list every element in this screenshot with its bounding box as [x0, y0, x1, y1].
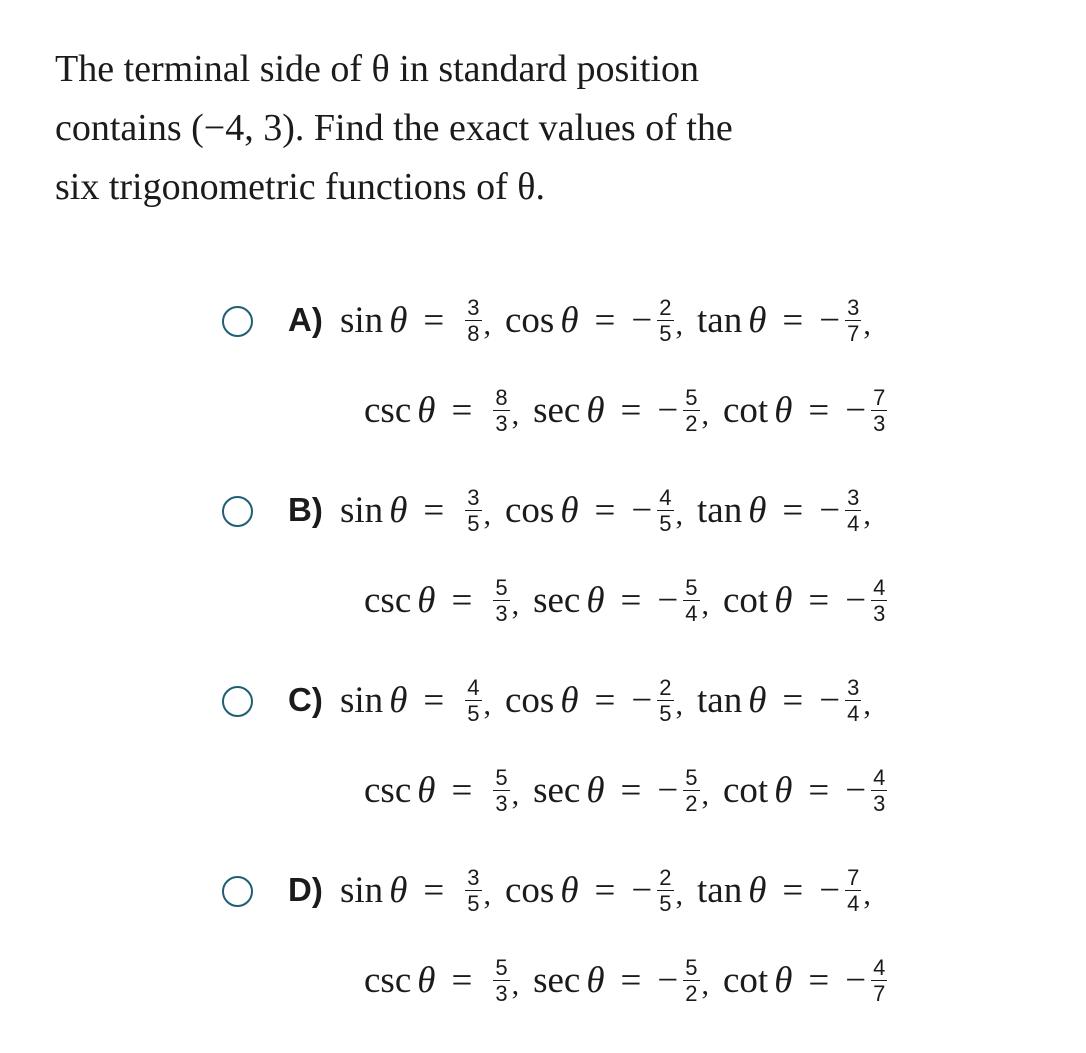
numerator: 4 — [659, 485, 672, 510]
numerator: 3 — [847, 485, 860, 510]
sin-term — [340, 865, 505, 916]
equation-line-1 — [340, 485, 885, 536]
csc-fraction — [493, 955, 509, 1006]
cos-fraction — [657, 485, 673, 536]
option-label: A) — [288, 301, 323, 338]
numerator: 5 — [685, 765, 698, 790]
numerator: 3 — [467, 865, 480, 890]
equals-sign: = — [782, 680, 804, 721]
option-label: D) — [288, 871, 323, 908]
sin-function-name: sin — [340, 870, 384, 911]
csc-function-name: csc — [364, 770, 412, 811]
tan-term — [697, 295, 885, 346]
denominator: 3 — [495, 601, 508, 626]
denominator: 5 — [467, 701, 480, 726]
denominator: 5 — [659, 891, 672, 916]
tan-function-name: tan — [697, 490, 743, 531]
equation-line-1 — [340, 675, 885, 726]
equals-sign: = — [620, 960, 642, 1001]
theta-symbol: θ — [389, 300, 408, 341]
sign: − — [845, 390, 867, 431]
equals-sign: = — [782, 300, 804, 341]
numerator: 5 — [685, 385, 698, 410]
csc-term — [364, 765, 533, 816]
equals-sign: = — [594, 490, 616, 531]
sec-term — [533, 955, 723, 1006]
option-label: C) — [288, 681, 323, 718]
comma: , — [483, 688, 491, 721]
numerator: 3 — [847, 295, 860, 320]
denominator: 4 — [847, 891, 860, 916]
equals-sign: = — [620, 390, 642, 431]
denominator: 5 — [659, 701, 672, 726]
numerator: 5 — [495, 575, 508, 600]
denominator: 4 — [847, 511, 860, 536]
theta-symbol: θ — [748, 490, 767, 531]
equals-sign: = — [423, 300, 445, 341]
comma: , — [701, 968, 709, 1001]
sign: − — [631, 300, 653, 341]
denominator: 2 — [685, 981, 698, 1006]
tan-term — [697, 485, 885, 536]
cos-function-name: cos — [505, 870, 555, 911]
equals-sign: = — [620, 770, 642, 811]
denominator: 3 — [873, 411, 886, 436]
theta-symbol: θ — [748, 870, 767, 911]
equals-sign: = — [594, 870, 616, 911]
comma: , — [701, 588, 709, 621]
sec-function-name: sec — [533, 960, 581, 1001]
numerator: 2 — [659, 295, 672, 320]
theta-symbol: θ — [748, 300, 767, 341]
numerator: 3 — [847, 675, 860, 700]
sign: − — [657, 390, 679, 431]
comma: , — [511, 968, 520, 1001]
cot-fraction — [871, 955, 887, 1006]
equals-sign: = — [782, 490, 804, 531]
tan-term — [697, 675, 885, 726]
equation-line-2 — [364, 385, 889, 436]
equals-sign: = — [451, 960, 473, 1001]
theta-symbol: θ — [560, 870, 579, 911]
theta-symbol: θ — [774, 580, 793, 621]
cos-function-name: cos — [505, 300, 555, 341]
sin-function-name: sin — [340, 490, 384, 531]
comma: , — [511, 778, 520, 811]
equals-sign: = — [423, 870, 445, 911]
cos-fraction — [657, 865, 673, 916]
denominator: 2 — [685, 411, 698, 436]
numerator: 5 — [495, 765, 508, 790]
equation-line-1 — [340, 295, 885, 346]
cot-term — [723, 765, 889, 816]
cot-term — [723, 385, 889, 436]
csc-term — [364, 385, 533, 436]
theta-symbol: θ — [774, 770, 793, 811]
denominator: 5 — [467, 511, 480, 536]
sign: − — [845, 770, 867, 811]
sign: − — [631, 680, 653, 721]
csc-fraction — [493, 765, 509, 816]
theta-symbol: θ — [417, 960, 436, 1001]
theta-symbol: θ — [560, 490, 579, 531]
denominator: 4 — [847, 701, 860, 726]
comma: , — [863, 498, 871, 531]
cos-term — [505, 295, 697, 346]
equals-sign: = — [808, 960, 830, 1001]
equals-sign: = — [451, 770, 473, 811]
sign: − — [819, 870, 841, 911]
radio-button[interactable] — [222, 876, 253, 907]
denominator: 5 — [659, 321, 672, 346]
comma: , — [863, 688, 871, 721]
sin-term — [340, 485, 505, 536]
comma: , — [675, 878, 684, 911]
cos-fraction — [657, 675, 673, 726]
theta-symbol: θ — [748, 680, 767, 721]
theta-symbol: θ — [389, 490, 408, 531]
sign: − — [845, 580, 867, 621]
equals-sign: = — [594, 300, 616, 341]
tan-function-name: tan — [697, 300, 743, 341]
denominator: 3 — [495, 791, 508, 816]
numerator: 5 — [495, 955, 508, 980]
tan-function-name: tan — [697, 870, 743, 911]
numerator: 4 — [873, 575, 886, 600]
comma: , — [675, 688, 684, 721]
radio-button[interactable] — [222, 686, 253, 717]
cot-function-name: cot — [723, 580, 769, 621]
denominator: 5 — [659, 511, 672, 536]
csc-term — [364, 955, 533, 1006]
theta-symbol: θ — [586, 580, 605, 621]
equals-sign: = — [620, 580, 642, 621]
csc-function-name: csc — [364, 960, 412, 1001]
equals-sign: = — [594, 680, 616, 721]
question-text — [55, 40, 835, 217]
cot-fraction — [871, 765, 887, 816]
comma: , — [511, 588, 520, 621]
theta-symbol: θ — [389, 870, 408, 911]
numerator: 4 — [873, 955, 886, 980]
cot-function-name: cot — [723, 390, 769, 431]
question-line: six trigonometric functions of θ. — [55, 166, 545, 208]
cot-function-name: cot — [723, 960, 769, 1001]
cos-term — [505, 485, 697, 536]
numerator: 3 — [467, 295, 480, 320]
theta-symbol: θ — [417, 390, 436, 431]
equals-sign: = — [451, 580, 473, 621]
equals-sign: = — [808, 390, 830, 431]
cos-fraction — [657, 295, 673, 346]
comma: , — [675, 308, 684, 341]
equation-line-1 — [340, 865, 885, 916]
denominator: 5 — [467, 891, 480, 916]
csc-fraction — [493, 575, 509, 626]
cos-term — [505, 865, 697, 916]
comma: , — [483, 308, 491, 341]
sign: − — [819, 490, 841, 531]
numerator: 2 — [659, 865, 672, 890]
equals-sign: = — [423, 490, 445, 531]
denominator: 2 — [685, 791, 698, 816]
sec-term — [533, 765, 723, 816]
numerator: 2 — [659, 675, 672, 700]
numerator: 7 — [873, 385, 886, 410]
sec-term — [533, 385, 723, 436]
theta-symbol: θ — [417, 770, 436, 811]
denominator: 3 — [495, 411, 508, 436]
sign: − — [657, 960, 679, 1001]
sin-fraction — [465, 675, 481, 726]
cot-term — [723, 955, 889, 1006]
theta-symbol: θ — [389, 680, 408, 721]
equals-sign: = — [423, 680, 445, 721]
equals-sign: = — [451, 390, 473, 431]
theta-symbol: θ — [774, 960, 793, 1001]
radio-button[interactable] — [222, 306, 253, 337]
cot-term — [723, 575, 889, 626]
numerator: 4 — [467, 675, 480, 700]
sign: − — [845, 960, 867, 1001]
question-line: The terminal side of θ in standard position — [55, 48, 700, 90]
sec-function-name: sec — [533, 770, 581, 811]
equals-sign: = — [808, 770, 830, 811]
tan-function-name: tan — [697, 680, 743, 721]
sin-fraction — [465, 295, 481, 346]
denominator: 7 — [847, 321, 860, 346]
comma: , — [483, 878, 491, 911]
sign: − — [819, 680, 841, 721]
sin-function-name: sin — [340, 680, 384, 721]
comma: , — [863, 308, 871, 341]
csc-function-name: csc — [364, 580, 412, 621]
denominator: 3 — [873, 791, 886, 816]
numerator: 3 — [467, 485, 480, 510]
radio-button[interactable] — [222, 496, 253, 527]
equation-line-2 — [364, 575, 889, 626]
theta-symbol: θ — [774, 390, 793, 431]
theta-symbol: θ — [586, 390, 605, 431]
numerator: 7 — [847, 865, 860, 890]
sign: − — [631, 870, 653, 911]
numerator: 5 — [685, 575, 698, 600]
cos-term — [505, 675, 697, 726]
theta-symbol: θ — [560, 300, 579, 341]
comma: , — [511, 398, 520, 431]
sec-fraction — [683, 955, 699, 1006]
sec-fraction — [683, 765, 699, 816]
comma: , — [675, 498, 684, 531]
sec-function-name: sec — [533, 580, 581, 621]
denominator: 8 — [467, 321, 480, 346]
theta-symbol: θ — [586, 770, 605, 811]
cos-function-name: cos — [505, 680, 555, 721]
equals-sign: = — [782, 870, 804, 911]
sin-fraction — [465, 865, 481, 916]
sin-function-name: sin — [340, 300, 384, 341]
theta-symbol: θ — [417, 580, 436, 621]
sign: − — [657, 770, 679, 811]
theta-symbol: θ — [586, 960, 605, 1001]
sign: − — [631, 490, 653, 531]
numerator: 4 — [873, 765, 886, 790]
sign: − — [819, 300, 841, 341]
tan-term — [697, 865, 885, 916]
equals-sign: = — [808, 580, 830, 621]
comma: , — [483, 498, 491, 531]
tan-fraction — [845, 865, 861, 916]
comma: , — [701, 778, 709, 811]
sec-function-name: sec — [533, 390, 581, 431]
cot-fraction — [871, 575, 887, 626]
question-line: contains (−4, 3). Find the exact values of the — [55, 107, 733, 149]
sec-fraction — [683, 575, 699, 626]
sec-fraction — [683, 385, 699, 436]
tan-fraction — [845, 295, 861, 346]
cot-fraction — [871, 385, 887, 436]
comma: , — [701, 398, 709, 431]
sin-term — [340, 295, 505, 346]
tan-fraction — [845, 675, 861, 726]
sign: − — [657, 580, 679, 621]
csc-term — [364, 575, 533, 626]
numerator: 5 — [685, 955, 698, 980]
theta-symbol: θ — [560, 680, 579, 721]
sin-term — [340, 675, 505, 726]
option-label: B) — [288, 491, 323, 528]
numerator: 8 — [495, 385, 508, 410]
equation-line-2 — [364, 955, 889, 1006]
denominator: 4 — [685, 601, 698, 626]
denominator: 7 — [873, 981, 886, 1006]
equation-line-2 — [364, 765, 889, 816]
tan-fraction — [845, 485, 861, 536]
cos-function-name: cos — [505, 490, 555, 531]
comma: , — [863, 878, 871, 911]
sin-fraction — [465, 485, 481, 536]
cot-function-name: cot — [723, 770, 769, 811]
csc-function-name: csc — [364, 390, 412, 431]
denominator: 3 — [495, 981, 508, 1006]
sec-term — [533, 575, 723, 626]
denominator: 3 — [873, 601, 886, 626]
csc-fraction — [493, 385, 509, 436]
